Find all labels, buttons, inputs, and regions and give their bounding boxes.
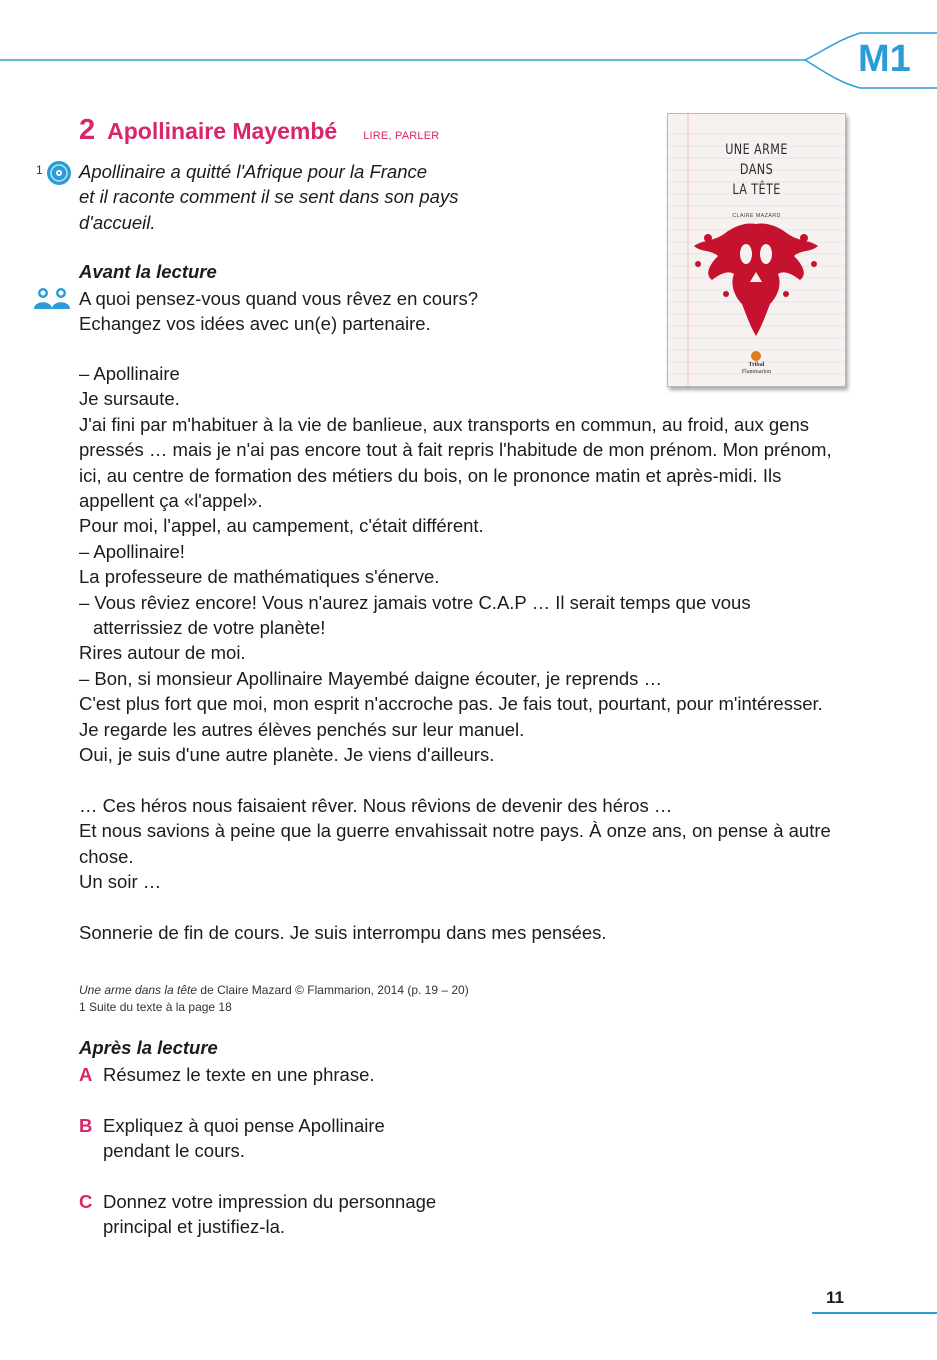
text-paragraph: … Ces héros nous faisaient rêver. Nous rêvions de devenir des héros … — [79, 794, 673, 816]
book-cover — [667, 113, 846, 387]
cover-title-line: DANS — [739, 162, 774, 178]
paragraph-gap — [79, 895, 839, 920]
text-paragraph: – Vous rêviez encore! Vous n'aurez jamais votre C.A.P … Il serait temps que vous atterrissiez de votre planète! — [79, 591, 751, 639]
paragraph-gap — [79, 768, 839, 793]
text-paragraph: Oui, je suis d'une autre planète. Je viens d'ailleurs. — [79, 744, 495, 766]
prompt-line: Echangez vos idées avec un(e) partenaire. — [79, 313, 431, 335]
text-paragraph: J'ai fini par m'habituer à la vie de banlieue, aux transports en commun, au froid, aux gens pressés … mais je n'ai pas encore tout à fait repris l'habitude de mon prénom. Mon prénom, ici, au centre de formation des métiers du bois, on le prononce matin et après-midi. Ils appellent ça «l'appel». — [79, 413, 832, 512]
text-paragraph: La professeure de mathématiques s'énerve. — [79, 566, 440, 588]
citation-line — [79, 982, 469, 999]
before-reading-heading: Avant la lecture — [79, 261, 217, 282]
text-paragraph: Et nous savions à peine que la guerre envahissait notre pays. À onze ans, on pense à autre chose. — [79, 820, 831, 867]
text-paragraph: – Bon, si monsieur Apollinaire Mayembé daigne écouter, je reprends … — [79, 667, 663, 689]
text-paragraph: Je regarde les autres élèves penchés sur leur manuel. — [79, 718, 525, 740]
text-paragraph: – Apollinaire! — [79, 540, 185, 562]
question-letter: B — [79, 1115, 93, 1136]
text-paragraph: Un soir … — [79, 871, 162, 893]
cover-collection: Tribal — [748, 362, 765, 368]
pair-work-icon — [32, 287, 72, 311]
text-paragraph: Rires autour de moi. — [79, 642, 246, 664]
question-line: Expliquez à quoi pense Apollinaire — [103, 1115, 385, 1136]
citation-footnote: 1 Suite du texte à la page 18 — [79, 1000, 232, 1014]
page-number: 11 — [826, 1288, 844, 1307]
prompt-line: A quoi pensez-vous quand vous rêvez en cours? — [79, 288, 479, 309]
before-reading-prompt — [79, 286, 519, 337]
cover-author: CLAIRE MAZARD — [732, 213, 781, 219]
text-paragraph: Je sursaute. — [79, 388, 180, 410]
intro-line: et il raconte comment il se sent dans son pays — [79, 186, 459, 208]
section-header — [79, 114, 439, 154]
citation-details: de Claire Mazard © Flammarion, 2014 (p. 19 – 20) — [197, 983, 469, 997]
cover-publisher: Flammarion — [741, 369, 772, 375]
audio-cd-icon[interactable] — [45, 159, 73, 187]
after-reading-heading: Après la lecture — [79, 1037, 218, 1058]
question-a — [79, 1062, 375, 1087]
cover-title-line: UNE ARME — [725, 142, 788, 158]
header-rule — [0, 0, 937, 110]
question-line: pendant le cours. — [103, 1140, 245, 1162]
section-number: 2 — [79, 114, 96, 146]
footer-rule — [812, 1312, 937, 1314]
audio-track-number: 1 — [36, 163, 43, 177]
cover-title-line: LA TÊTE — [732, 182, 781, 198]
question-c — [79, 1189, 436, 1240]
question-line: principal et justifiez-la. — [103, 1216, 285, 1238]
question-letter: C — [79, 1191, 93, 1212]
section-title: Apollinaire Mayembé — [107, 118, 338, 144]
question-b — [79, 1113, 385, 1164]
text-paragraph: Sonnerie de fin de cours. Je suis interrompu dans mes pensées. — [79, 921, 607, 943]
intro-line: d'accueil. — [79, 211, 156, 233]
source-citation — [79, 982, 469, 1016]
question-line: Résumez le texte en une phrase. — [103, 1064, 375, 1085]
text-paragraph: – Apollinaire — [79, 363, 180, 384]
citation-work: Une arme dans la tête — [79, 983, 198, 997]
main-text — [79, 361, 839, 945]
intro-text — [79, 159, 499, 235]
section-skills: LIRE, PARLER — [363, 130, 440, 142]
module-tag: M1 — [858, 38, 911, 80]
intro-line: Apollinaire a quitté l'Afrique pour la France — [79, 161, 428, 182]
cover-title — [686, 140, 828, 200]
text-paragraph: C'est plus fort que moi, mon esprit n'accroche pas. Je fais tout, pourtant, pour m'intéresser. — [79, 693, 823, 715]
question-letter: A — [79, 1064, 93, 1085]
question-line: Donnez votre impression du personnage — [103, 1191, 437, 1212]
text-paragraph: Pour moi, l'appel, au campement, c'était différent. — [79, 515, 484, 537]
